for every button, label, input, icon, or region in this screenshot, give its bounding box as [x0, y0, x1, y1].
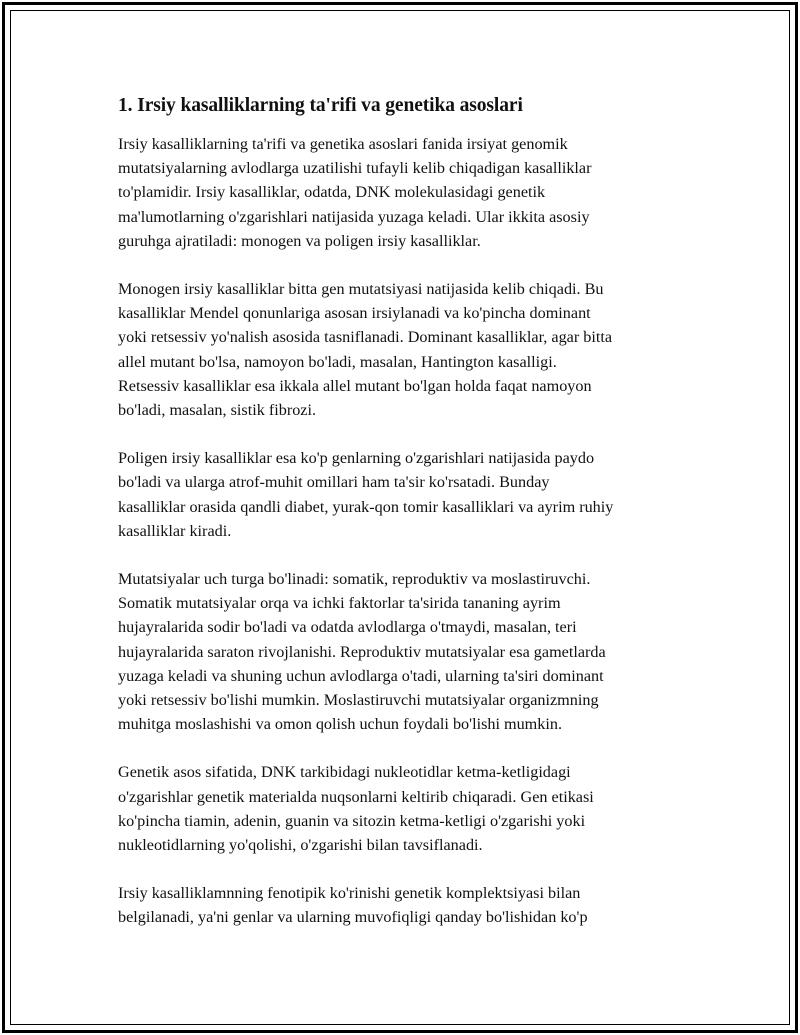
paragraph-line: muhitga moslashishi va omon qolish uchun foydali bo'lishi mumkin.: [118, 715, 563, 734]
paragraph-line: Retsessiv kasalliklar esa ikkala allel mutant bo'lgan holda faqat namoyon: [118, 376, 592, 395]
paragraph-line: o'zgarishlar genetik materialda nuqsonlarni keltirib chiqaradi. Gen etikasi: [118, 787, 594, 806]
document-body: [118, 93, 698, 954]
paragraph-line: mutatsiyalarning avlodlarga uzatilishi tufayli kelib chiqadigan kasalliklar: [118, 159, 592, 178]
paragraph-line: Irsiy kasalliklamnning fenotipik ko'rinishi genetik komplektsiyasi bilan: [118, 884, 581, 903]
paragraph-line: yoki retsessiv yo'nalish asosida tasniflanadi. Dominant kasalliklar, agar bitta: [118, 328, 613, 347]
section-heading: 1. Irsiy kasalliklarning ta'rifi va genetika asoslari: [118, 95, 523, 116]
paragraph-line: Irsiy kasalliklarning ta'rifi va genetika asoslari fanida irsiyat genomik: [118, 135, 568, 153]
paragraph: [118, 132, 698, 253]
paragraph-line: Genetik asos sifatida, DNK tarkibidagi nukleotidlar ketma-ketligidagi: [118, 763, 571, 782]
paragraph-line: kasalliklar orasida qandli diabet, yurak-qon tomir kasalliklari va ayrim ruhiy: [118, 497, 614, 516]
paragraph-line: Poligen irsiy kasalliklar esa ko'p genlarning o'zgarishlari natijasida paydo: [118, 449, 595, 468]
paragraph-line: hujayralarida saraton rivojlanishi. Reproduktiv mutatsiyalar esa gametlarda: [118, 642, 606, 661]
paragraph-line: to'plamidir. Irsiy kasalliklar, odatda, DNK molekulasidagi genetik: [118, 183, 546, 202]
paragraph-line: kasalliklar Mendel qonunlariga asosan irsiylanadi va ko'pincha dominant: [118, 304, 591, 323]
paragraph-line: allel mutant bo'lsa, namoyon bo'ladi, masalan, Hantington kasalligi.: [118, 352, 557, 371]
paragraph-line: guruhga ajratiladi: monogen va poligen irsiy kasalliklar.: [118, 231, 481, 250]
paragraph-line: belgilanadi, ya'ni genlar va ularning muvofiqligi qanday bo'lishidan ko'p: [118, 908, 588, 927]
paragraph-line: Somatik mutatsiyalar orqa va ichki faktorlar ta'sirida tananing ayrim: [118, 594, 561, 613]
paragraph: [118, 446, 698, 543]
paragraph-line: ko'pincha tiamin, adenin, guanin va sitozin ketma-ketligi o'zgarishi yoki: [118, 811, 586, 830]
paragraph-line: Mutatsiyalar uch turga bo'linadi: somatik, reproduktiv va moslastiruvchi.: [118, 570, 591, 589]
paragraph: [118, 567, 698, 736]
paragraph-line: yoki retsessiv bo'lishi mumkin. Moslastiruvchi mutatsiyalar organizmning: [118, 691, 599, 710]
paragraph-line: bo'ladi, masalan, sistik fibrozi.: [118, 401, 317, 420]
paragraph: [118, 760, 698, 857]
paragraph: [118, 277, 698, 422]
paragraph-line: ma'lumotlarning o'zgarishlari natijasida yuzaga keladi. Ular ikkita asosiy: [118, 207, 590, 226]
paragraph-line: yuzaga keladi va shuning uchun avlodlarga o'tadi, ularning ta'siri dominant: [118, 666, 604, 685]
paragraph-line: nukleotidlarning yo'qolishi, o'zgarishi bilan tavsiflanadi.: [118, 836, 483, 855]
paragraph-list: [118, 132, 698, 930]
paragraph-line: hujayralarida sodir bo'ladi va odatda avlodlarga o'tmaydi, masalan, teri: [118, 618, 577, 637]
paragraph-line: kasalliklar kiradi.: [118, 521, 232, 540]
paragraph-line: Monogen irsiy kasalliklar bitta gen mutatsiyasi natijasida kelib chiqadi. Bu: [118, 280, 604, 299]
paragraph-line: bo'ladi va ularga atrof-muhit omillari ham ta'sir ko'rsatadi. Bunday: [118, 473, 550, 492]
paragraph: [118, 881, 698, 929]
